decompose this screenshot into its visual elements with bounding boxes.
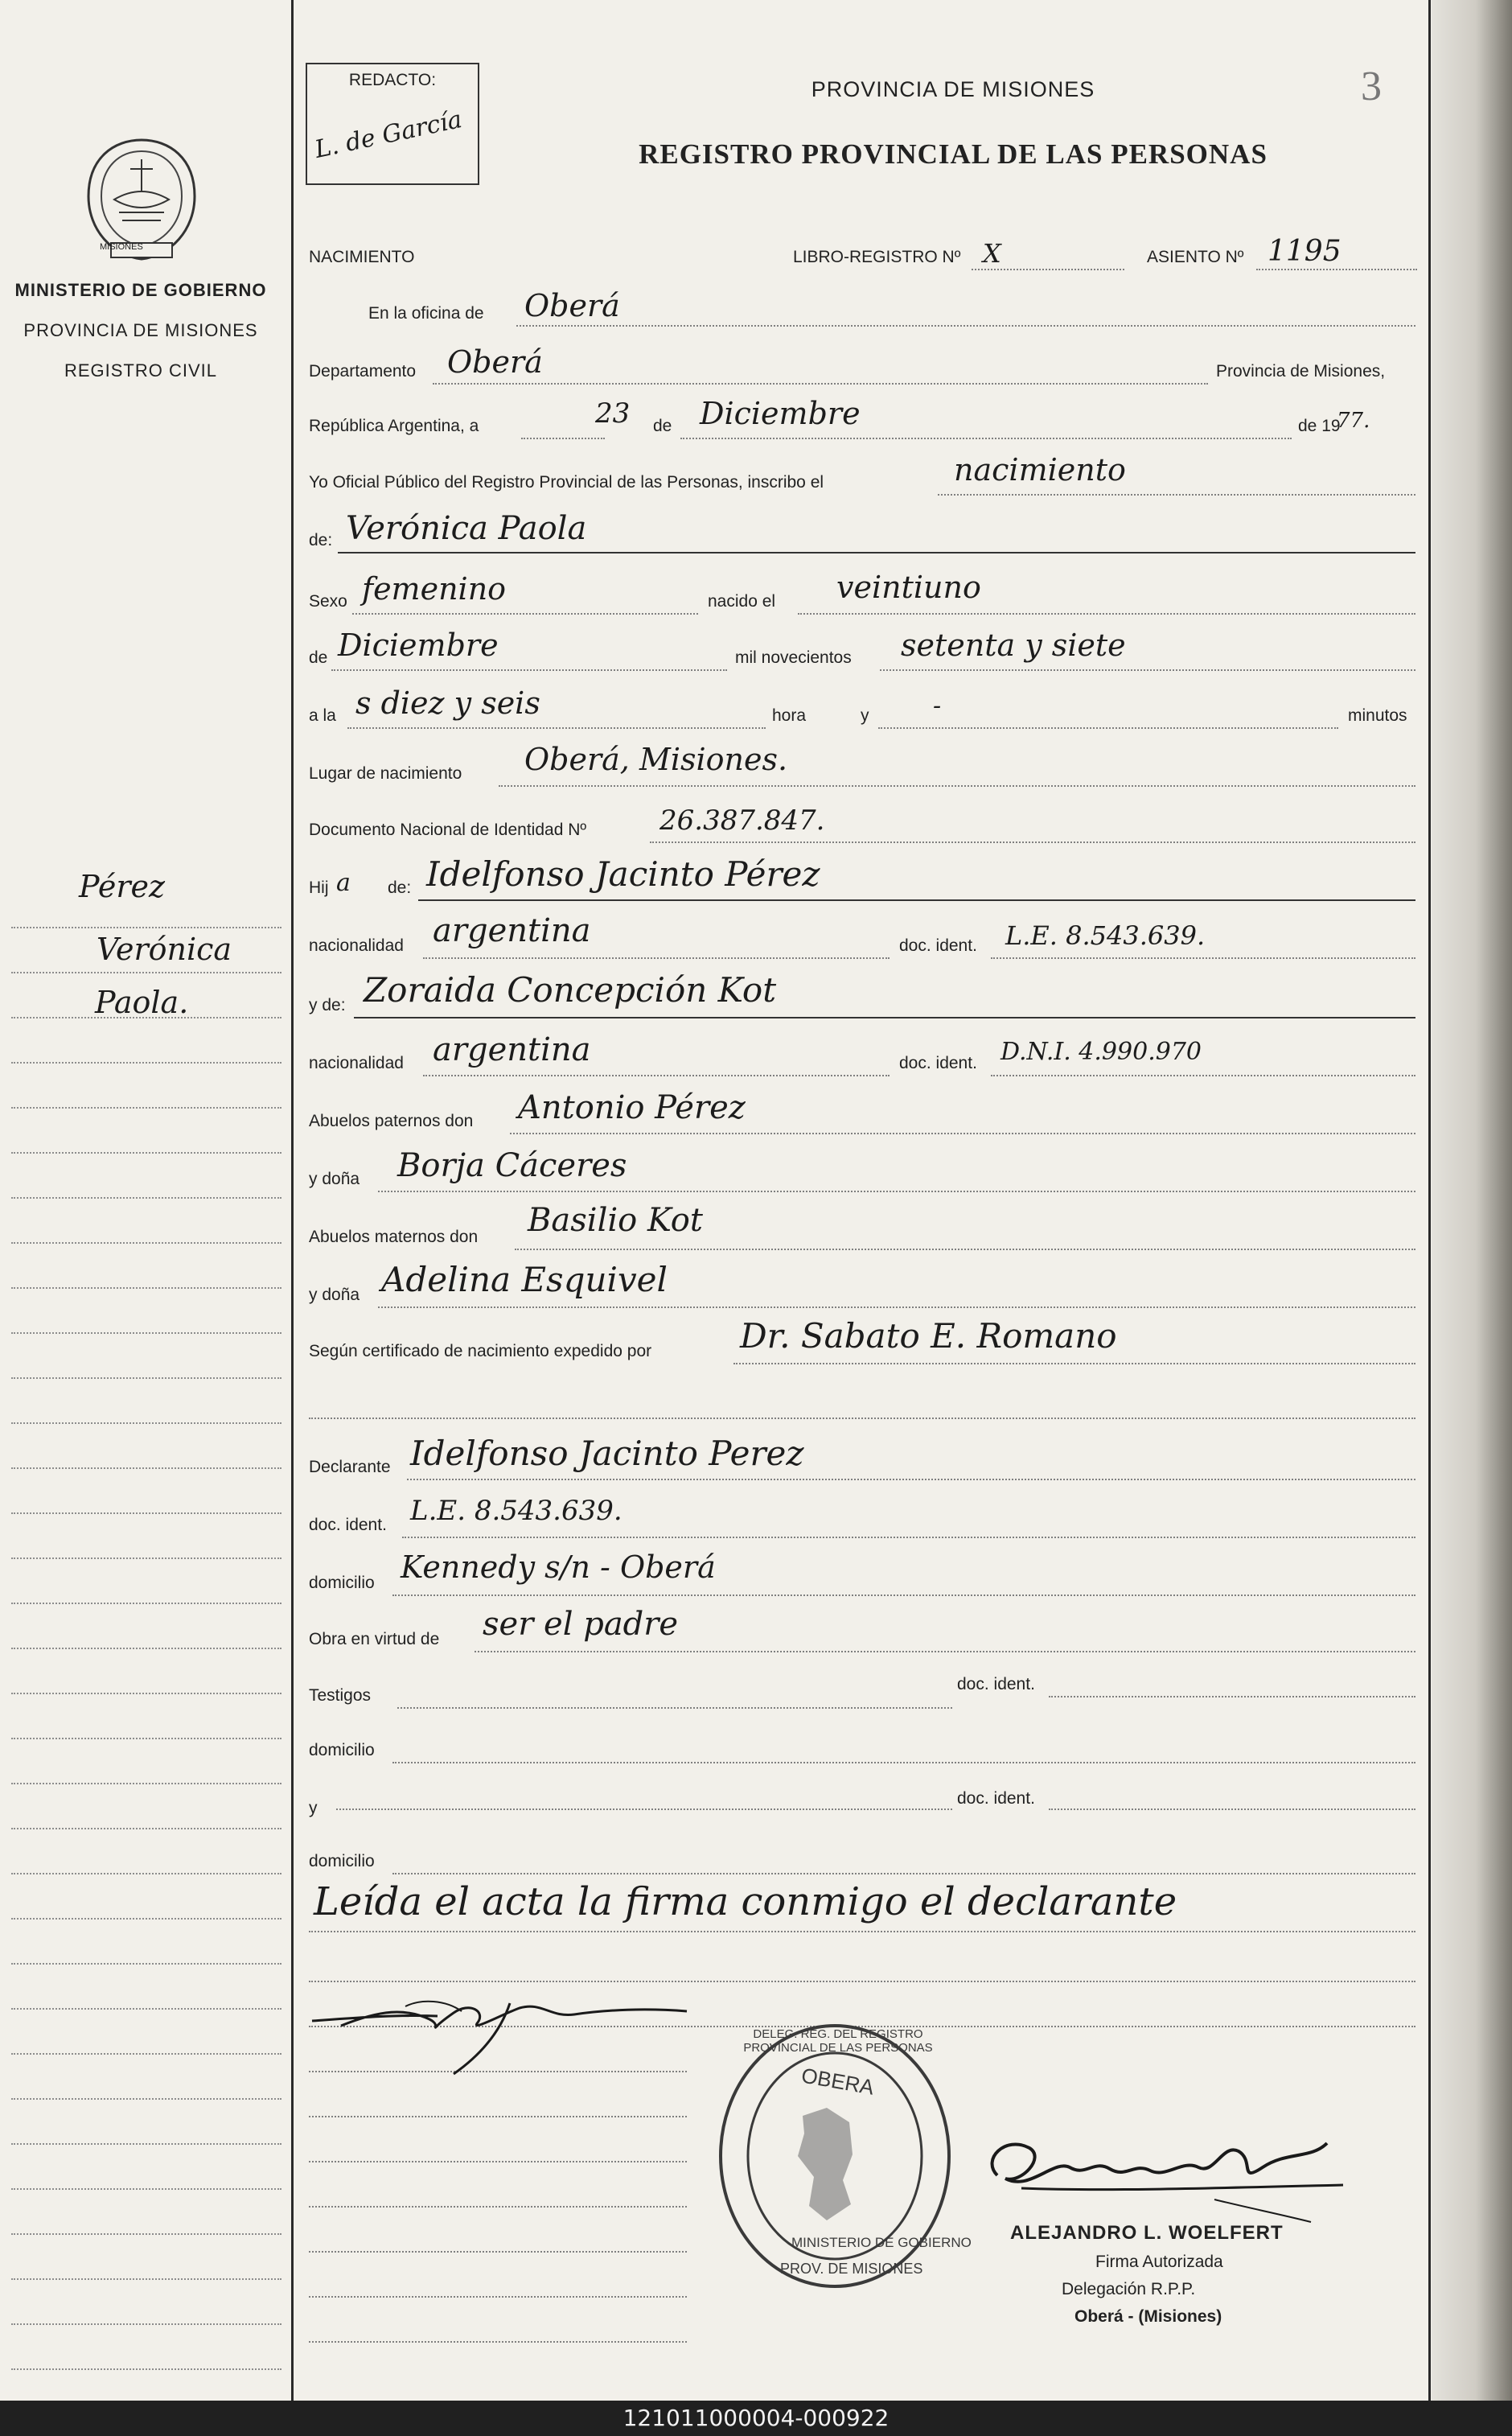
right-margin-rule bbox=[1428, 0, 1431, 2401]
official-location: Oberá - (Misiones) bbox=[1074, 2307, 1222, 2326]
dni-label: Documento Nacional de Identidad Nº bbox=[309, 821, 587, 839]
header-province: PROVINCIA DE MISIONES bbox=[811, 77, 1095, 101]
official-signature bbox=[973, 2111, 1359, 2224]
form-dotted-line bbox=[309, 2116, 687, 2117]
inscribo-value: nacimiento bbox=[954, 452, 1126, 488]
stamp-ring-text: DELEG. REG. DEL REGISTRO PROVINCIAL DE LAS PERSONAS bbox=[743, 2027, 933, 2055]
sexo-label: Sexo bbox=[309, 592, 347, 611]
abuelo-materno-value: Basilio Kot bbox=[528, 1202, 703, 1239]
nacido-label: nacido el bbox=[708, 592, 776, 611]
nacido-value: veintiuno bbox=[836, 570, 981, 605]
redacto-label: REDACTO: bbox=[348, 71, 437, 89]
nac-madre-value: argentina bbox=[433, 1031, 591, 1068]
civil-registry-label: REGISTRO CIVIL bbox=[64, 360, 218, 381]
stamp-ring2-text: MINISTERIO DE GOBIERNO bbox=[791, 2235, 972, 2250]
margin-dotted-line bbox=[11, 972, 281, 973]
margin-dotted-line bbox=[11, 1017, 281, 1018]
year-label: de 19 bbox=[1298, 417, 1341, 435]
margin-dotted-line bbox=[11, 2323, 281, 2325]
oficina-value: Oberá bbox=[524, 288, 620, 323]
departamento-label: Departamento bbox=[309, 362, 417, 381]
margin-dotted-line bbox=[11, 2098, 281, 2100]
declarante-doc-label: doc. ident. bbox=[309, 1516, 387, 1534]
margin-dotted-line bbox=[11, 1377, 281, 1379]
mil-value: setenta y siete bbox=[901, 628, 1126, 663]
testigo2-domicilio-label: domicilio bbox=[309, 1852, 375, 1870]
footer-id-bar bbox=[0, 2401, 1512, 2436]
margin-dotted-line bbox=[11, 2053, 281, 2055]
obra-label: Obra en virtud de bbox=[309, 1630, 440, 1648]
month-value: Diciembre bbox=[700, 396, 861, 431]
declarante-value: Idelfonso Jacinto Perez bbox=[410, 1434, 804, 1473]
margin-dotted-line bbox=[11, 2008, 281, 2010]
testigos-domicilio-label: domicilio bbox=[309, 1741, 375, 1759]
hijo-label: Hij bbox=[309, 879, 329, 897]
margin-first-name: Verónica bbox=[97, 932, 232, 967]
page-number: 3 bbox=[1361, 64, 1382, 109]
oficina-label: En la oficina de bbox=[368, 304, 484, 323]
form-dotted-line bbox=[309, 2251, 687, 2253]
segun-value: Dr. Sabato E. Romano bbox=[740, 1316, 1117, 1356]
nac-padre-value: argentina bbox=[433, 912, 591, 949]
doc-padre-value: L.E. 8.543.639. bbox=[1005, 920, 1206, 951]
a-la-label: a la bbox=[309, 706, 336, 725]
margin-dotted-line bbox=[11, 1512, 281, 1514]
nombre-value: Verónica Paola bbox=[346, 510, 587, 547]
margin-dotted-line bbox=[11, 1422, 281, 1424]
margin-dotted-line bbox=[11, 1152, 281, 1154]
margin-dotted-line bbox=[11, 1287, 281, 1289]
margin-dotted-line bbox=[11, 1107, 281, 1109]
official-office: Delegación R.P.P. bbox=[1062, 2280, 1196, 2298]
doc-padre-label: doc. ident. bbox=[899, 936, 977, 955]
seal-label: MISIONES bbox=[100, 242, 143, 252]
leida-text: Leída el acta la firma conmigo el declarante bbox=[314, 1879, 1177, 1924]
margin-dotted-line bbox=[11, 2188, 281, 2190]
declarante-doc-value: L.E. 8.543.639. bbox=[410, 1495, 622, 1527]
form-dotted-line bbox=[309, 2206, 687, 2208]
nac-padre-label: nacionalidad bbox=[309, 936, 404, 955]
mes2-value: Diciembre bbox=[338, 628, 499, 663]
hora-value: s diez y seis bbox=[355, 685, 540, 721]
testigo2-doc-label: doc. ident. bbox=[957, 1789, 1035, 1808]
de2-label: de bbox=[309, 648, 328, 667]
doc-madre-label: doc. ident. bbox=[899, 1054, 977, 1072]
madre-label: y de: bbox=[309, 996, 346, 1014]
padre-value: Idelfonso Jacinto Pérez bbox=[426, 854, 820, 894]
libro-value: X bbox=[983, 238, 1001, 269]
footer-id: 121011000004-000922 bbox=[622, 2405, 890, 2431]
margin-dotted-line bbox=[11, 1557, 281, 1559]
y-label: y bbox=[861, 706, 869, 725]
page-title: REGISTRO PROVINCIAL DE LAS PERSONAS bbox=[639, 138, 1268, 170]
margin-dotted-line bbox=[11, 1783, 281, 1784]
margin-dotted-line bbox=[11, 1242, 281, 1244]
dona-materna-label: y doña bbox=[309, 1286, 360, 1304]
official-name: ALEJANDRO L. WOELFERT bbox=[1010, 2222, 1284, 2244]
margin-dotted-line bbox=[11, 1332, 281, 1334]
hijo-suffix: a bbox=[336, 869, 351, 897]
redacto-box bbox=[306, 63, 479, 185]
nac-madre-label: nacionalidad bbox=[309, 1054, 404, 1072]
dona-paterna-label: y doña bbox=[309, 1170, 360, 1188]
declarant-signature bbox=[309, 1979, 695, 2084]
margin-surname: Pérez bbox=[79, 869, 166, 904]
province-label: PROVINCIA DE MISIONES bbox=[23, 320, 258, 340]
form-dotted-line bbox=[309, 2341, 687, 2343]
provincia-suffix: Provincia de Misiones, bbox=[1216, 362, 1386, 381]
asiento-value: 1195 bbox=[1268, 235, 1341, 268]
minutos-label: minutos bbox=[1348, 706, 1407, 725]
form-dotted-line bbox=[309, 2161, 687, 2162]
act-type-label: NACIMIENTO bbox=[309, 248, 415, 266]
margin-dotted-line bbox=[11, 1197, 281, 1199]
hijo-de-label: de: bbox=[388, 879, 412, 897]
dni-value: 26.387.847. bbox=[659, 804, 825, 837]
blank-line bbox=[309, 1418, 1415, 1419]
madre-value: Zoraida Concepción Kot bbox=[364, 970, 777, 1010]
margin-dotted-line bbox=[11, 2143, 281, 2145]
margin-dotted-line bbox=[11, 1603, 281, 1604]
asiento-label: ASIENTO Nº bbox=[1147, 248, 1244, 266]
margin-dotted-line bbox=[11, 1738, 281, 1739]
margin-dotted-line bbox=[11, 1693, 281, 1694]
sexo-value: femenino bbox=[362, 571, 507, 607]
left-column-rule bbox=[291, 0, 294, 2401]
year-value: 77. bbox=[1337, 409, 1370, 433]
nombre-label: de: bbox=[309, 531, 333, 549]
margin-dotted-line bbox=[11, 1828, 281, 1829]
testigos-doc-label: doc. ident. bbox=[957, 1675, 1035, 1693]
testigos-label: Testigos bbox=[309, 1686, 372, 1705]
minutos-value: - bbox=[933, 692, 942, 720]
abuela-materna-value: Adelina Esquivel bbox=[381, 1260, 668, 1299]
horas-label: hora bbox=[772, 706, 807, 725]
republica-label: República Argentina, a bbox=[309, 417, 479, 435]
official-stamp bbox=[714, 2019, 972, 2293]
lugar-value: Oberá, Misiones. bbox=[524, 742, 788, 777]
margin-dotted-line bbox=[11, 1873, 281, 1874]
margin-dotted-line bbox=[11, 2278, 281, 2280]
libro-label: LIBRO-REGISTRO Nº bbox=[793, 248, 961, 266]
stamp-top-text: OBERA bbox=[799, 2063, 877, 2100]
official-title: Firma Autorizada bbox=[1095, 2253, 1223, 2271]
form-dotted-line bbox=[309, 2296, 687, 2298]
obra-value: ser el padre bbox=[483, 1606, 679, 1643]
margin-dotted-line bbox=[11, 1918, 281, 1920]
margin-dotted-line bbox=[11, 927, 281, 928]
stamp-bottom-text: PROV. DE MISIONES bbox=[780, 2261, 923, 2277]
abuelos-maternos-label: Abuelos maternos don bbox=[309, 1228, 479, 1246]
margin-dotted-line bbox=[11, 1467, 281, 1469]
margin-dotted-line bbox=[11, 2233, 281, 2235]
lugar-label: Lugar de nacimiento bbox=[309, 764, 462, 783]
margin-middle-name: Paola. bbox=[95, 985, 189, 1020]
abuela-paterna-value: Borja Cáceres bbox=[397, 1147, 627, 1184]
abuelos-paternos-label: Abuelos paternos don bbox=[309, 1112, 474, 1130]
margin-dotted-line bbox=[11, 1963, 281, 1965]
declarante-label: Declarante bbox=[309, 1458, 391, 1476]
domicilio-label: domicilio bbox=[309, 1574, 375, 1592]
domicilio-value: Kennedy s/n - Oberá bbox=[401, 1549, 716, 1585]
margin-dotted-line bbox=[11, 1648, 281, 1649]
ministry-label: MINISTERIO DE GOBIERNO bbox=[14, 280, 267, 300]
margin-dotted-line bbox=[11, 1062, 281, 1064]
margin-dotted-line bbox=[11, 2368, 281, 2370]
y2-label: y bbox=[309, 1799, 318, 1817]
segun-label: Según certificado de nacimiento expedido por bbox=[309, 1342, 652, 1360]
departamento-value: Oberá bbox=[447, 344, 543, 380]
abuelo-paterno-value: Antonio Pérez bbox=[518, 1089, 746, 1126]
doc-madre-value: D.N.I. 4.990.970 bbox=[1000, 1038, 1202, 1066]
oficial-text: Yo Oficial Público del Registro Provincial de las Personas, inscribo el bbox=[309, 473, 824, 492]
de-label: de bbox=[653, 417, 672, 435]
day-value: 23 bbox=[595, 397, 631, 430]
mil-label: mil novecientos bbox=[735, 648, 852, 667]
page-edge bbox=[1432, 0, 1512, 2401]
redacto-value: L. de García bbox=[312, 105, 465, 164]
